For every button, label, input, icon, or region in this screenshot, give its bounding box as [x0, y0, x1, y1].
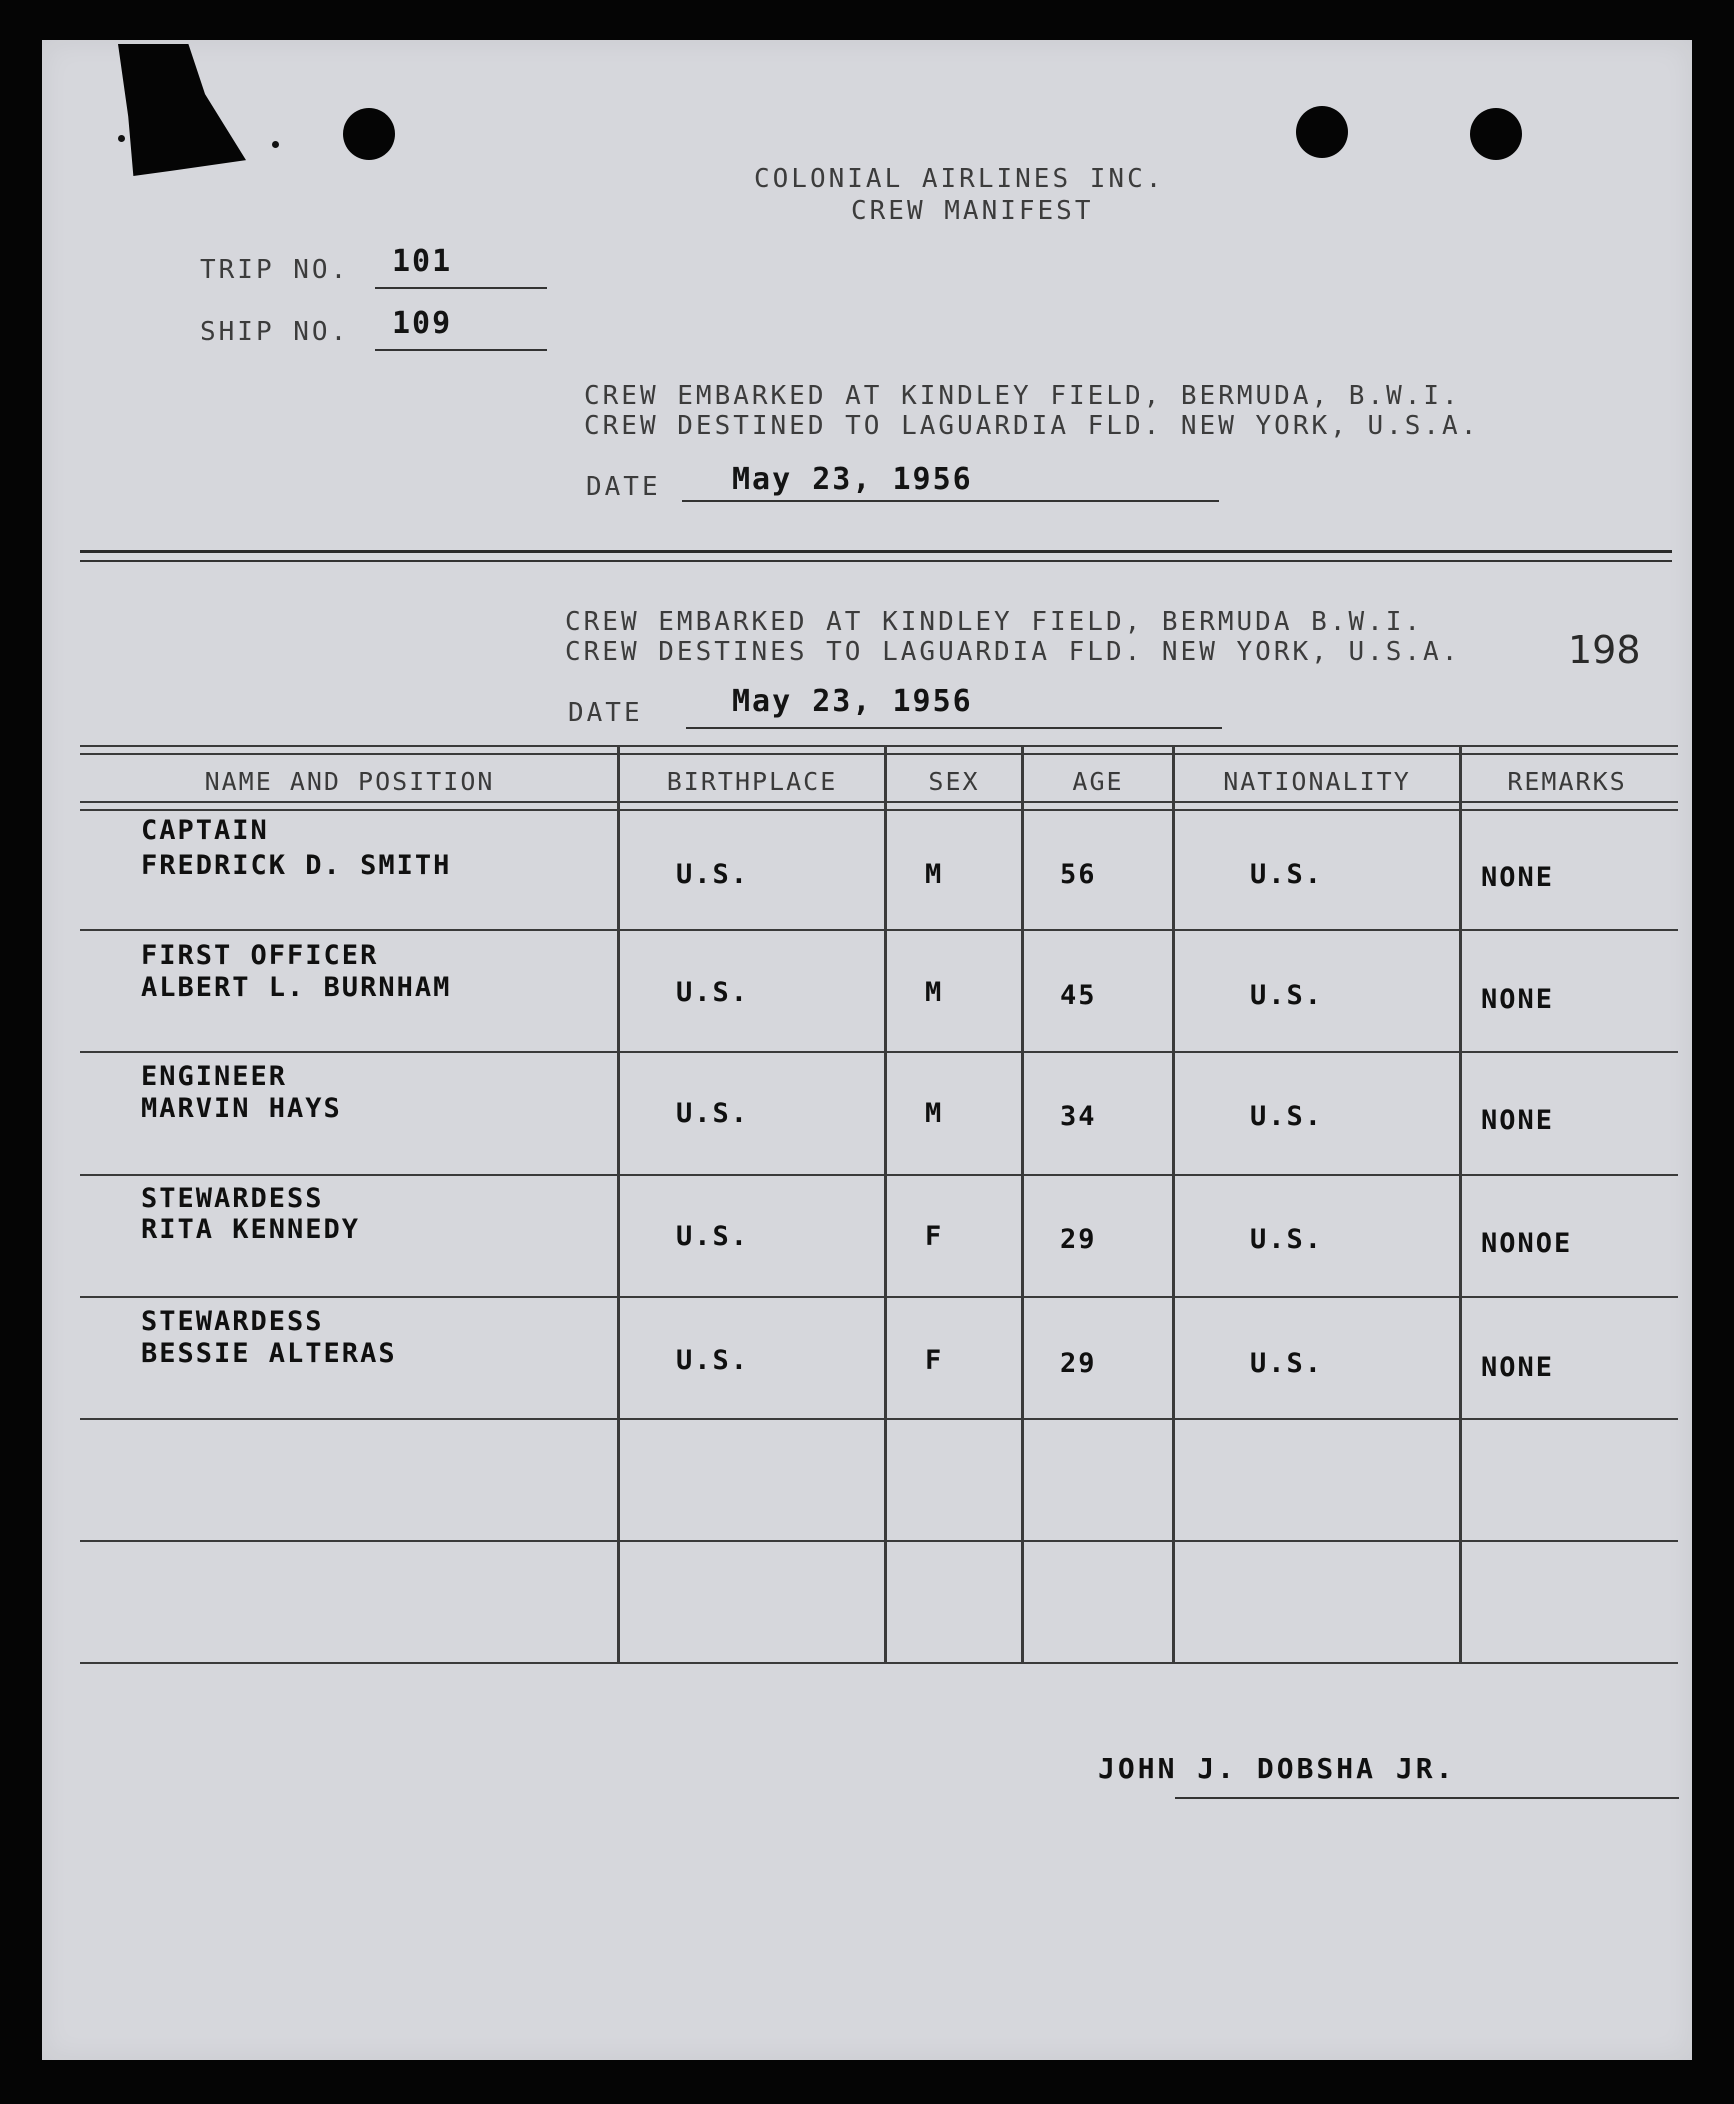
- crew-age: 29: [1060, 1224, 1097, 1255]
- table-column-rule: [1459, 745, 1462, 1664]
- crew-sex: F: [925, 1345, 944, 1376]
- crew-nationality: U.S.: [1250, 980, 1324, 1011]
- table-rule: [80, 1540, 1678, 1542]
- table-rule: [80, 1418, 1678, 1420]
- col-header-age: AGE: [1072, 767, 1124, 796]
- table-rule: [80, 1296, 1678, 1298]
- speck: [118, 135, 125, 142]
- table-column-rule: [1021, 745, 1024, 1664]
- punch-hole: [343, 108, 395, 160]
- company-name: COLONIAL AIRLINES INC.: [754, 164, 1165, 194]
- table-column-rule: [1172, 745, 1175, 1664]
- crew-remarks: NONE: [1481, 862, 1555, 893]
- destined-line: CREW DESTINES TO LAGUARDIA FLD. NEW YORK, U.S.A.: [565, 637, 1461, 667]
- page-number: 198: [1568, 628, 1641, 672]
- col-header-birthplace: BIRTHPLACE: [666, 767, 838, 796]
- crew-name: MARVIN HAYS: [141, 1093, 342, 1124]
- table-rule: [80, 801, 1678, 803]
- trip-no-underline: [375, 287, 547, 289]
- table-rule: [80, 745, 1678, 747]
- crew-nationality: U.S.: [1250, 859, 1324, 890]
- date-underline: [686, 727, 1222, 729]
- crew-sex: M: [925, 859, 944, 890]
- date-label: DATE: [568, 698, 643, 728]
- crew-position: FIRST OFFICER: [141, 940, 379, 971]
- destined-line: CREW DESTINED TO LAGUARDIA FLD. NEW YORK, U.S.A.: [584, 411, 1480, 441]
- crew-age: 29: [1060, 1348, 1097, 1379]
- crew-age: 45: [1060, 980, 1097, 1011]
- col-header-nationality: NATIONALITY: [1223, 767, 1411, 796]
- section-divider: [80, 560, 1672, 562]
- crew-name: FREDRICK D. SMITH: [141, 850, 452, 881]
- crew-name: RITA KENNEDY: [141, 1214, 361, 1245]
- ship-no-value: 109: [392, 306, 453, 341]
- crew-position: ENGINEER: [141, 1061, 288, 1092]
- embarked-line: CREW EMBARKED AT KINDLEY FIELD, BERMUDA B.W.I.: [565, 607, 1424, 637]
- punch-hole: [1470, 108, 1522, 160]
- crew-remarks: NONOE: [1481, 1228, 1573, 1259]
- table-rule: [80, 1174, 1678, 1176]
- trip-no-label: TRIP NO.: [200, 255, 350, 285]
- crew-nationality: U.S.: [1250, 1101, 1324, 1132]
- crew-remarks: NONE: [1481, 1352, 1555, 1383]
- embarked-line: CREW EMBARKED AT KINDLEY FIELD, BERMUDA, B.W.I.: [584, 381, 1461, 411]
- crew-sex: M: [925, 977, 944, 1008]
- signature-name: JOHN J. DOBSHA JR.: [1098, 1752, 1456, 1785]
- ship-no-label: SHIP NO.: [200, 317, 350, 347]
- date-value: May 23, 1956: [732, 684, 973, 719]
- crew-position: STEWARDESS: [141, 1306, 324, 1337]
- crew-remarks: NONE: [1481, 1105, 1555, 1136]
- table-rule: [80, 753, 1678, 755]
- table-rule: [80, 809, 1678, 811]
- col-header-name: NAME AND POSITION: [204, 767, 495, 796]
- crew-position: STEWARDESS: [141, 1183, 324, 1214]
- crew-birthplace: U.S.: [676, 977, 750, 1008]
- crew-birthplace: U.S.: [676, 1221, 750, 1252]
- date-label: DATE: [586, 472, 661, 502]
- trip-no-value: 101: [392, 244, 453, 279]
- crew-remarks: NONE: [1481, 984, 1555, 1015]
- table-column-rule: [884, 745, 887, 1664]
- ship-no-underline: [375, 349, 547, 351]
- table-rule: [80, 929, 1678, 931]
- crew-name: BESSIE ALTERAS: [141, 1338, 397, 1369]
- crew-birthplace: U.S.: [676, 1098, 750, 1129]
- crew-age: 34: [1060, 1101, 1097, 1132]
- crew-birthplace: U.S.: [676, 1345, 750, 1376]
- table-rule: [80, 1051, 1678, 1053]
- signature-line: [1175, 1797, 1679, 1799]
- speck: [272, 141, 279, 148]
- crew-age: 56: [1060, 859, 1097, 890]
- date-value: May 23, 1956: [732, 462, 973, 497]
- crew-position: CAPTAIN: [141, 815, 269, 846]
- crew-birthplace: U.S.: [676, 859, 750, 890]
- crew-sex: F: [925, 1221, 944, 1252]
- punch-hole: [1296, 106, 1348, 158]
- table-column-rule: [617, 745, 620, 1664]
- crew-sex: M: [925, 1098, 944, 1129]
- date-underline: [682, 500, 1219, 502]
- form-title: CREW MANIFEST: [851, 196, 1094, 226]
- table-rule: [80, 1662, 1678, 1664]
- crew-nationality: U.S.: [1250, 1224, 1324, 1255]
- crew-name: ALBERT L. BURNHAM: [141, 972, 452, 1003]
- crew-nationality: U.S.: [1250, 1348, 1324, 1379]
- col-header-remarks: REMARKS: [1507, 767, 1627, 796]
- section-divider: [80, 550, 1672, 553]
- col-header-sex: SEX: [928, 767, 980, 796]
